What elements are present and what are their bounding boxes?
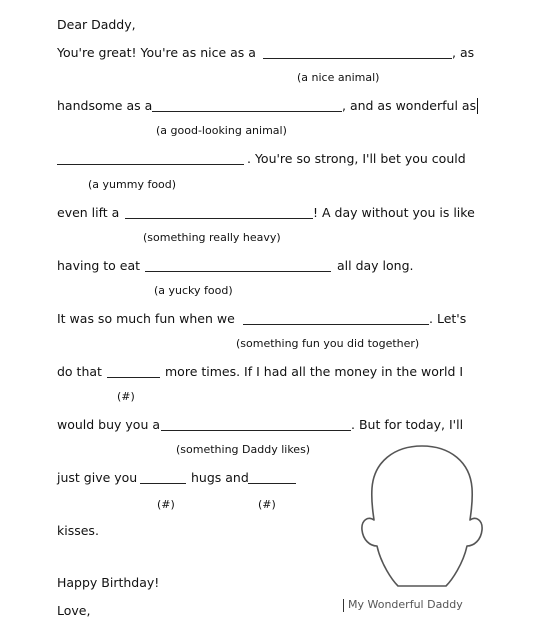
line-6-text-b: . Let's <box>429 311 467 326</box>
line-1-text-a: You're great! You're as nice as a <box>57 45 256 60</box>
closing: Happy Birthday! <box>57 575 160 590</box>
blank-yucky-food[interactable] <box>145 271 331 272</box>
hint-number-times: (#) <box>117 390 135 403</box>
head-outline-drawing <box>352 440 492 600</box>
hint-daddy-likes: (something Daddy likes) <box>176 443 311 456</box>
hint-number-kisses: (#) <box>258 498 276 511</box>
head-outline-path <box>362 446 482 586</box>
line-7-text-a: do that <box>57 364 102 379</box>
signoff: Love, <box>57 603 91 618</box>
line-8-text-a: would buy you a <box>57 417 161 432</box>
portrait-caption: My Wonderful Daddy <box>348 598 463 611</box>
line-5-text-a: having to eat <box>57 258 141 273</box>
hint-something-heavy: (something really heavy) <box>143 231 281 244</box>
blank-number-kisses[interactable] <box>248 483 296 484</box>
line-1-text-b: , as <box>452 45 475 60</box>
blank-number-hugs[interactable] <box>140 483 186 484</box>
line-9-text-a: just give you <box>57 470 138 485</box>
line-8-text-b: . But for today, I'll <box>351 417 464 432</box>
line-2-text-b: , and as wonderful as <box>342 98 477 113</box>
text-cursor <box>477 98 478 114</box>
hint-yucky-food: (a yucky food) <box>154 284 233 297</box>
line-9-text-b: hugs and <box>191 470 249 485</box>
blank-nice-animal[interactable] <box>263 58 452 59</box>
blank-yummy-food[interactable] <box>57 164 244 165</box>
hint-good-looking-animal: (a good-looking animal) <box>156 124 287 137</box>
line-3-text-a: . You're so strong, I'll bet you could <box>247 151 466 166</box>
line-6-text-a: It was so much fun when we <box>57 311 235 326</box>
line-5-text-b: all day long. <box>337 258 414 273</box>
greeting: Dear Daddy, <box>57 17 136 32</box>
line-10-text: kisses. <box>57 523 99 538</box>
line-2-text-a: handsome as a <box>57 98 153 113</box>
hint-nice-animal: (a nice animal) <box>297 71 380 84</box>
blank-something-heavy[interactable] <box>125 218 313 219</box>
hint-number-hugs: (#) <box>157 498 175 511</box>
blank-daddy-likes[interactable] <box>161 430 351 431</box>
line-4-text-b: ! A day without you is like <box>313 205 475 220</box>
hint-yummy-food: (a yummy food) <box>88 178 177 191</box>
caption-divider <box>343 599 344 612</box>
blank-good-looking-animal[interactable] <box>152 111 342 112</box>
hint-fun-together: (something fun you did together) <box>236 337 420 350</box>
line-7-text-b: more times. If I had all the money in the world I <box>165 364 464 379</box>
blank-fun-together[interactable] <box>243 324 429 325</box>
line-4-text-a: even lift a <box>57 205 120 220</box>
blank-number-times[interactable] <box>107 377 160 378</box>
